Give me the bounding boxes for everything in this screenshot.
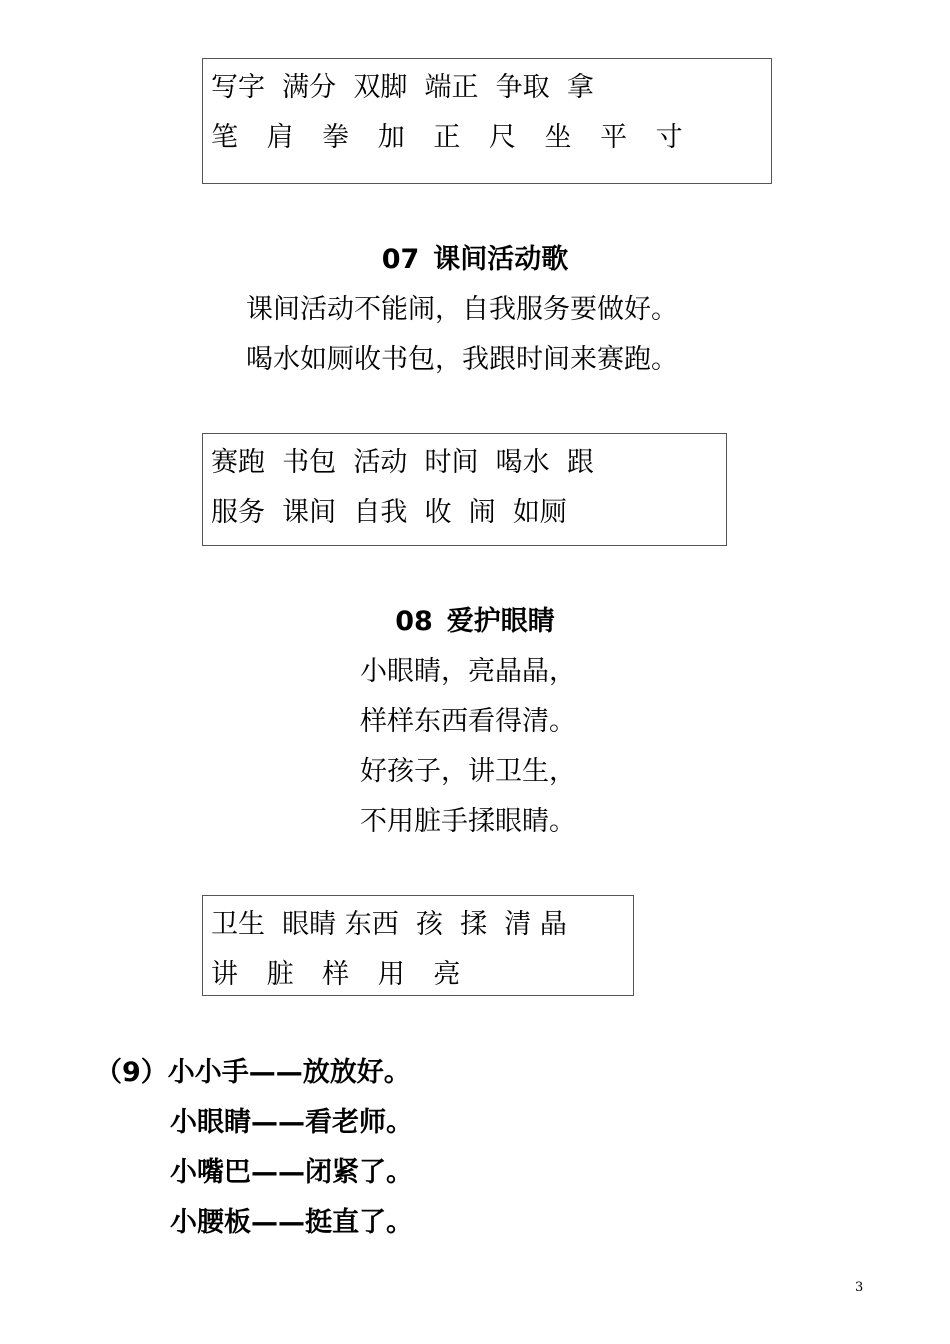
- section-9-chant: [95, 1048, 413, 1248]
- section-08-heading: [0, 602, 950, 642]
- poem-line: 课间活动不能闹，自我服务要做好。: [246, 294, 678, 325]
- vocab-row-2: 笔 肩 拳 加 正 尺 坐 平 寸: [211, 122, 693, 153]
- vocab-box-3: [202, 895, 634, 996]
- page-number: 3: [855, 1280, 864, 1295]
- poem-line: 喝水如厕收书包，我跟时间来赛跑。: [246, 344, 678, 375]
- section-08-poem: [360, 647, 576, 847]
- poem-line: 好孩子，讲卫生，: [360, 756, 576, 787]
- section-07-poem: [246, 285, 678, 385]
- section-07-number: 07: [381, 244, 420, 275]
- chant-line: 小眼睛——看老师。: [170, 1107, 413, 1138]
- section-07-title: 课间活动歌: [433, 244, 569, 275]
- vocab-row-1: 卫生 眼睛 东西 孩 揉 清 晶: [211, 909, 567, 940]
- chant-line: 小腰板——挺直了。: [170, 1207, 413, 1238]
- poem-line: 不用脏手揉眼睛。: [360, 806, 576, 837]
- vocab-box-1: [202, 58, 772, 184]
- section-08-number: 08: [395, 606, 433, 637]
- section-07-heading: [0, 240, 950, 280]
- vocab-box-2: [202, 433, 727, 546]
- vocab-row-1: 写字 满分 双脚 端正 争取 拿: [211, 72, 594, 103]
- vocab-row-2: 服务 课间 自我 收 闹 如厕: [211, 497, 567, 528]
- vocab-row-2: 讲 脏 样 用 亮: [211, 959, 471, 990]
- poem-line: 小眼睛，亮晶晶，: [360, 656, 576, 687]
- chant-line: 小嘴巴——闭紧了。: [170, 1157, 413, 1188]
- vocab-row-1: 赛跑 书包 活动 时间 喝水 跟: [211, 447, 594, 478]
- chant-line: （9）小小手——放放好。: [95, 1057, 411, 1088]
- poem-line: 样样东西看得清。: [360, 706, 576, 737]
- section-08-title: 爱护眼睛: [446, 606, 555, 637]
